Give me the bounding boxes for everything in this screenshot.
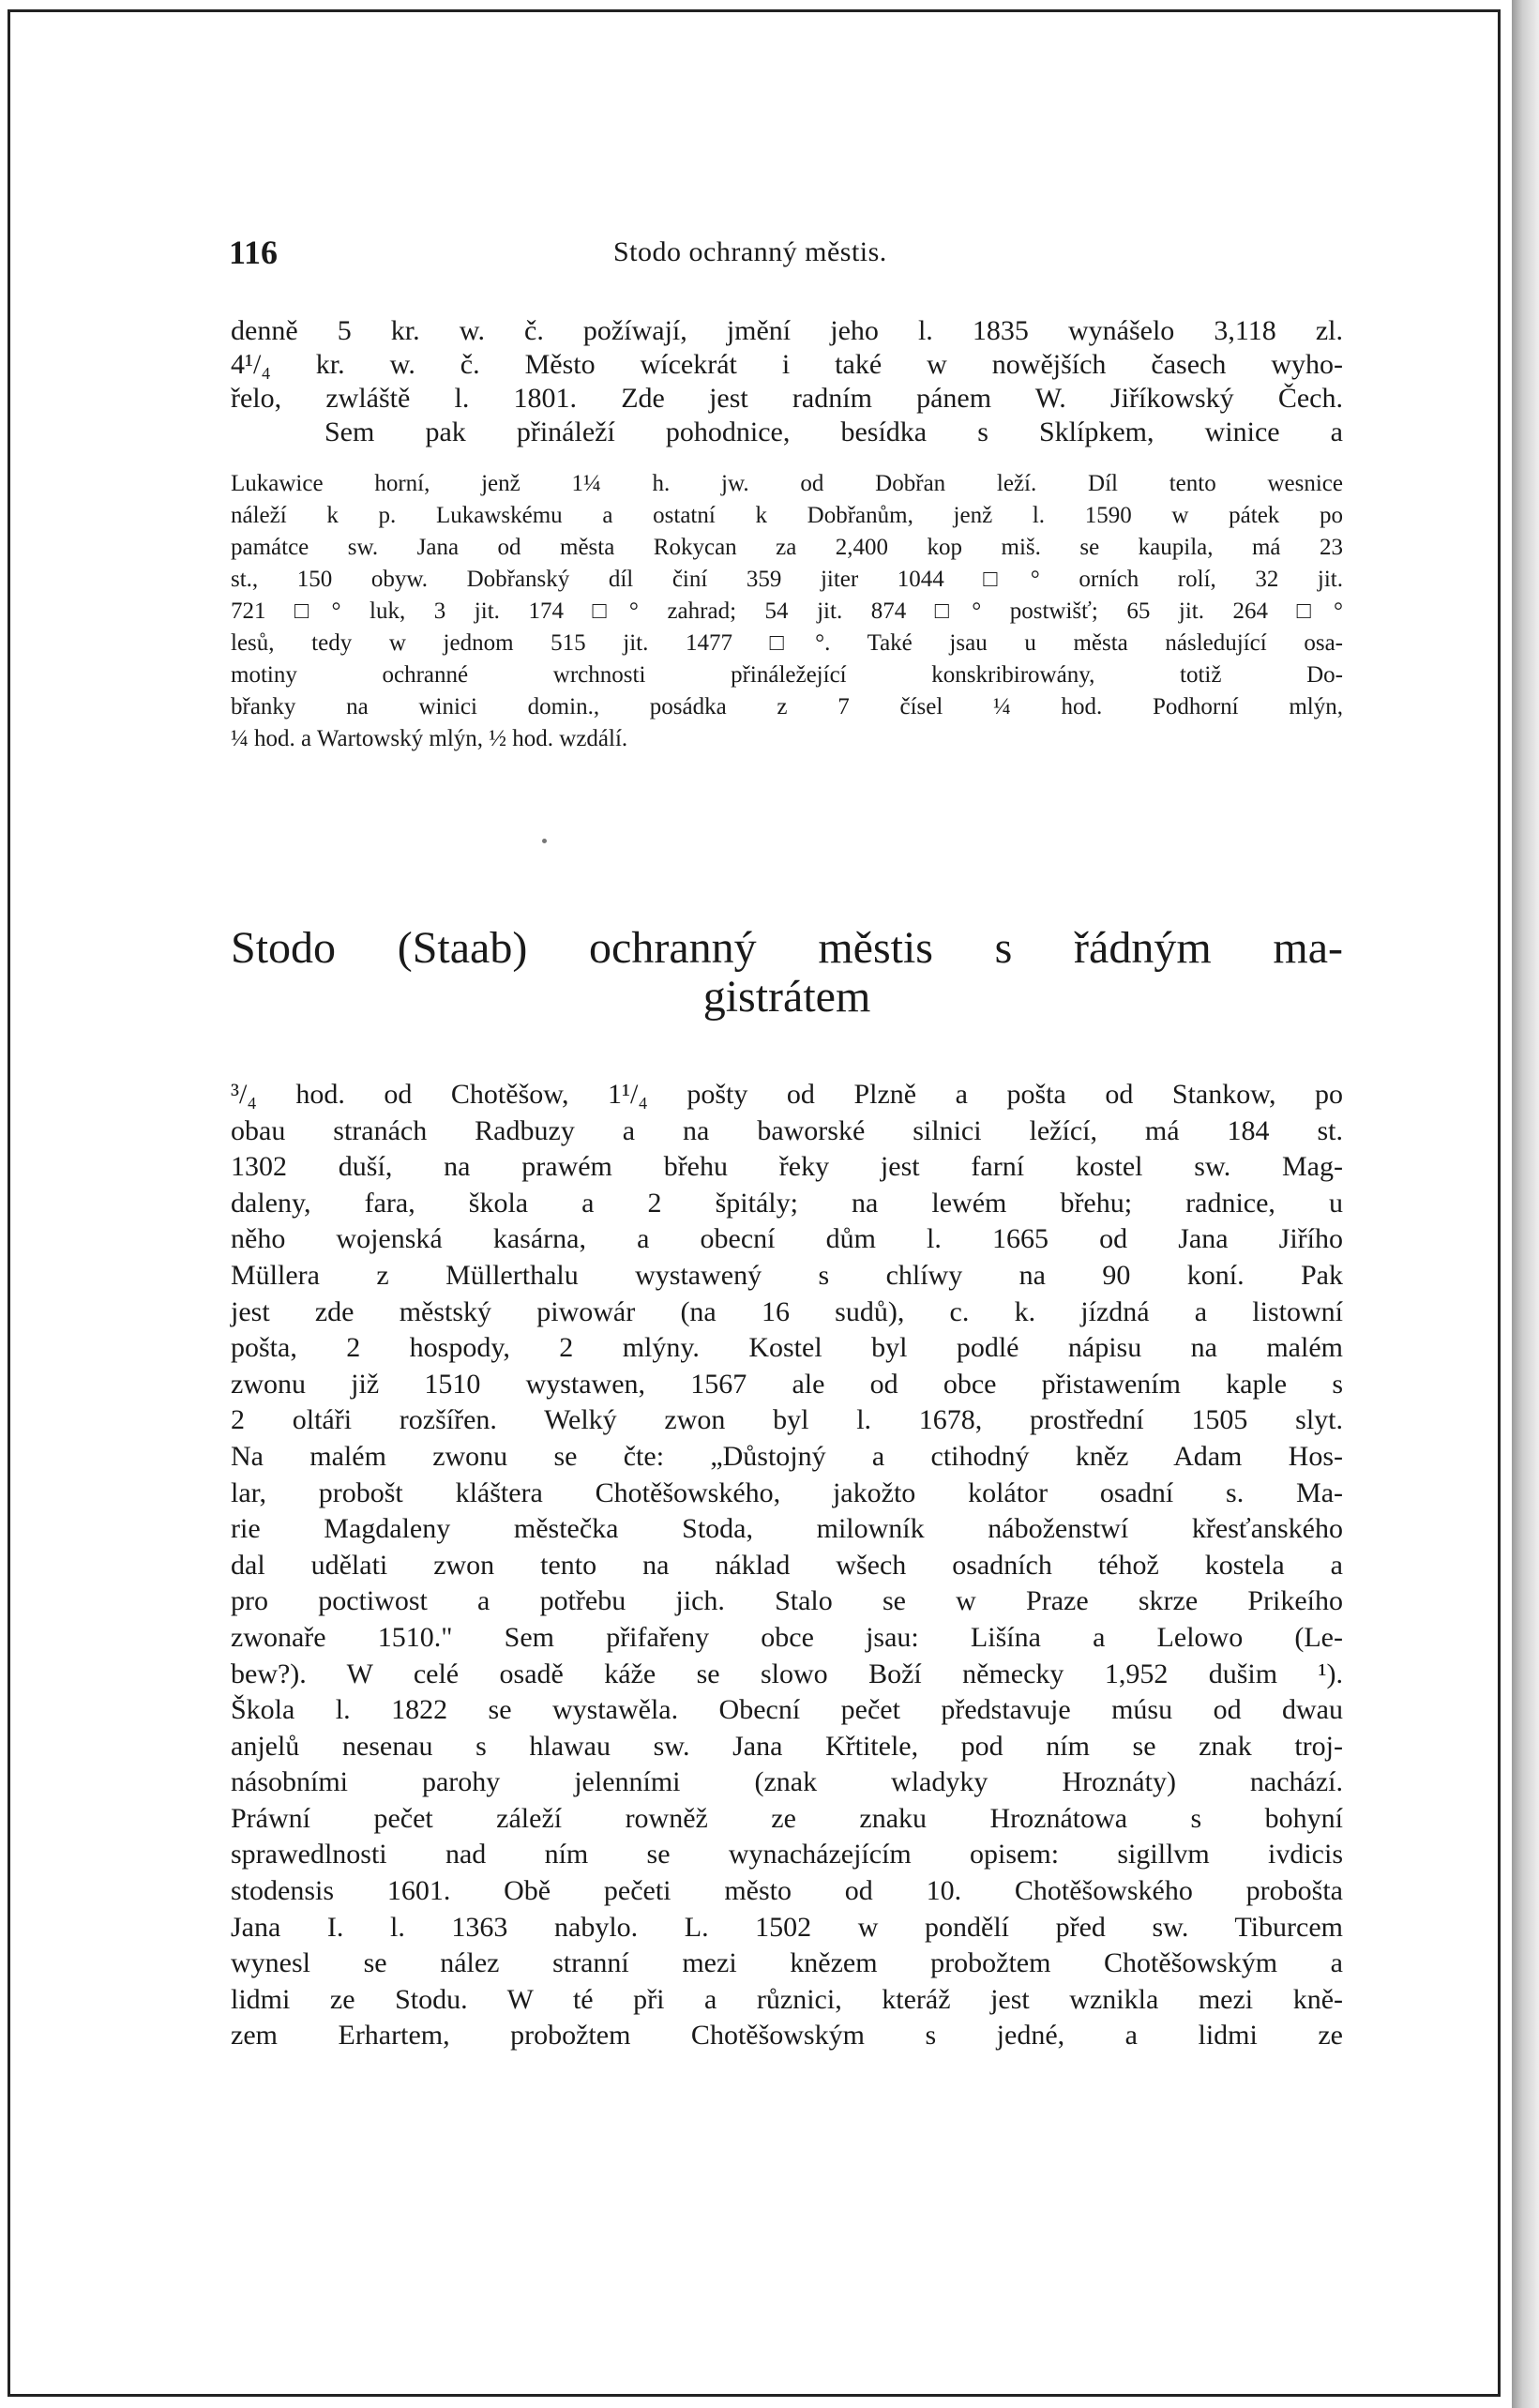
text-line: motiny ochranné wrchnosti přináležející konskribirowány, totiž Do- (231, 662, 1343, 688)
heading-line: gistrátem (702, 972, 871, 1022)
text-line: daleny, fara, škola a 2 špitály; na lewém břehu; radnice, u (231, 1187, 1343, 1219)
text-line: jest zde městský piwowár (na 16 sudů), c. k. jízdná a listowní (231, 1295, 1343, 1327)
text-line: Müllera z Müllerthalu wystawený s chlíwy na 90 koní. Pak (231, 1259, 1343, 1291)
text-line: zem Erhartem, probožtem Chotěšowským s jedné, a lidmi ze (231, 2020, 1343, 2052)
ink-speck (542, 839, 547, 843)
text-line: 4¹/₄ kr. w. č. Město wícekrát i také w nowějších časech wyho- (231, 349, 1343, 380)
text-line: ³/₄ hod. od Chotěšow, 1¹/₄ pošty od Plzně a pošta od Stankow, po (231, 1079, 1343, 1110)
small-print-paragraph (231, 468, 1343, 755)
text-line: pro poctiwost a potřebu jich. Stalo se w Praze skrze Prikeího (231, 1585, 1343, 1617)
text-line: bew?). W celé osadě káže se slowo Boží německy 1,952 dušim ¹). (231, 1658, 1343, 1689)
text-line: břanky na winici domin., posádka z 7 čísel ¼ hod. Podhorní mlýn, (231, 694, 1343, 719)
text-line: 1302 duší, na prawém břehu řeky jest farní kostel sw. Mag- (231, 1151, 1343, 1183)
text-line: lar, probošt kláštera Chotěšowského, jakožto kolátor osadní s. Ma- (231, 1477, 1343, 1508)
page-edge-shadow (1512, 0, 1539, 2408)
text-line: zwonu již 1510 wystawen, 1567 ale od obce přistawením kaple s (231, 1368, 1343, 1400)
text-line: Jana I. l. 1363 nabylo. L. 1502 w pondělí před sw. Tiburcem (231, 1911, 1343, 1943)
text-line: Sem pak přináleží pohodnice, besídka s Sklípkem, winice a (324, 416, 1343, 447)
text-line: 2 oltáři rozšířen. Welký zwon byl l. 1678, prostřední 1505 slyt. (231, 1404, 1343, 1436)
text-line: násobními parohy jelenními (znak wladyky Hroznáty) nachází. (231, 1766, 1343, 1798)
text-line: ¼ hod. a Wartowský mlýn, ½ hod. wzdálí. (231, 726, 628, 751)
text-line: st., 150 obyw. Dobřanský díl činí 359 jiter 1044 □° orních rolí, 32 jit. (231, 567, 1343, 592)
text-line: pošta, 2 hospody, 2 mlýny. Kostel byl podlé nápisu na malém (231, 1332, 1343, 1364)
text-line: lesů, tedy w jednom 515 jit. 1477 □°. Také jsau u města následující osa- (231, 630, 1343, 656)
section-heading (231, 924, 1343, 1022)
text-line: rie Magdaleny městečka Stoda, milowník náboženstwí křesťanského (231, 1513, 1343, 1545)
text-line: 721 □° luk, 3 jit. 174 □° zahrad; 54 jit. 874 □° postwišť; 65 jit. 264 □° (231, 598, 1343, 624)
text-line: Práwní pečet záleží rowněž ze znaku Hroznátowa s bohyní (231, 1802, 1343, 1834)
running-title: Stodo ochranný městis. (613, 236, 887, 267)
text-line: anjelů nesenau s hlawau sw. Jana Křtitele, pod ním se znak troj- (231, 1730, 1343, 1762)
text-line: náleží k p. Lukawskému a ostatní k Dobřanům, jenž l. 1590 w pátek po (231, 503, 1343, 528)
text-line: Lukawice horní, jenž 1¼ h. jw. od Dobřan leží. Díl tento wesnice (231, 471, 1343, 496)
running-head (229, 233, 1345, 280)
text-line: stodensis 1601. Obě pečeti město od 10. Chotěšowského probošta (231, 1875, 1343, 1907)
text-line: obau stranách Radbuzy a na baworské silnici ležící, má 184 st. (231, 1114, 1343, 1146)
text-line: památce sw. Jana od města Rokycan za 2,400 kop miš. se kaupila, má 23 (231, 535, 1343, 560)
text-line: něho wojenská kasárna, a obecní dům l. 1665 od Jana Jiřího (231, 1223, 1343, 1255)
page-number: 116 (229, 234, 279, 271)
text-line: dal udělati zwon tento na náklad wšech osadních téhož kostela a (231, 1549, 1343, 1581)
upper-paragraph (231, 314, 1343, 755)
text-line: Na malém zwonu se čte: „Důstojný a ctihodný kněz Adam Hos- (231, 1440, 1343, 1472)
text-line: lidmi ze Stodu. W té při a různici, kteráž jest wznikla mezi kně- (231, 1983, 1343, 2015)
heading-line: Stodo (Staab) ochranný městis s řádným ma- (231, 923, 1343, 973)
text-line: řelo, zwláště l. 1801. Zde jest radním pánem W. Jiříkowský Čech. (231, 383, 1343, 414)
text-line: Škola l. 1822 se wystawěla. Obecní pečet představuje músu od dwau (231, 1694, 1343, 1726)
text-line: sprawedlnosti nad ním se wynacházejícím opisem: sigillvm ivdicis (231, 1839, 1343, 1870)
text-line: zwonaře 1510." Sem přifařeny obce jsau: Lišína a Lelowo (Le- (231, 1621, 1343, 1653)
text-line: denně 5 kr. w. č. požíwají, jmění jeho l. 1835 wynášelo 3,118 zl. (231, 315, 1343, 346)
text-line: wynesl se nález stranní mezi knězem probožtem Chotěšowským a (231, 1947, 1343, 1979)
main-paragraph (231, 1077, 1343, 2054)
